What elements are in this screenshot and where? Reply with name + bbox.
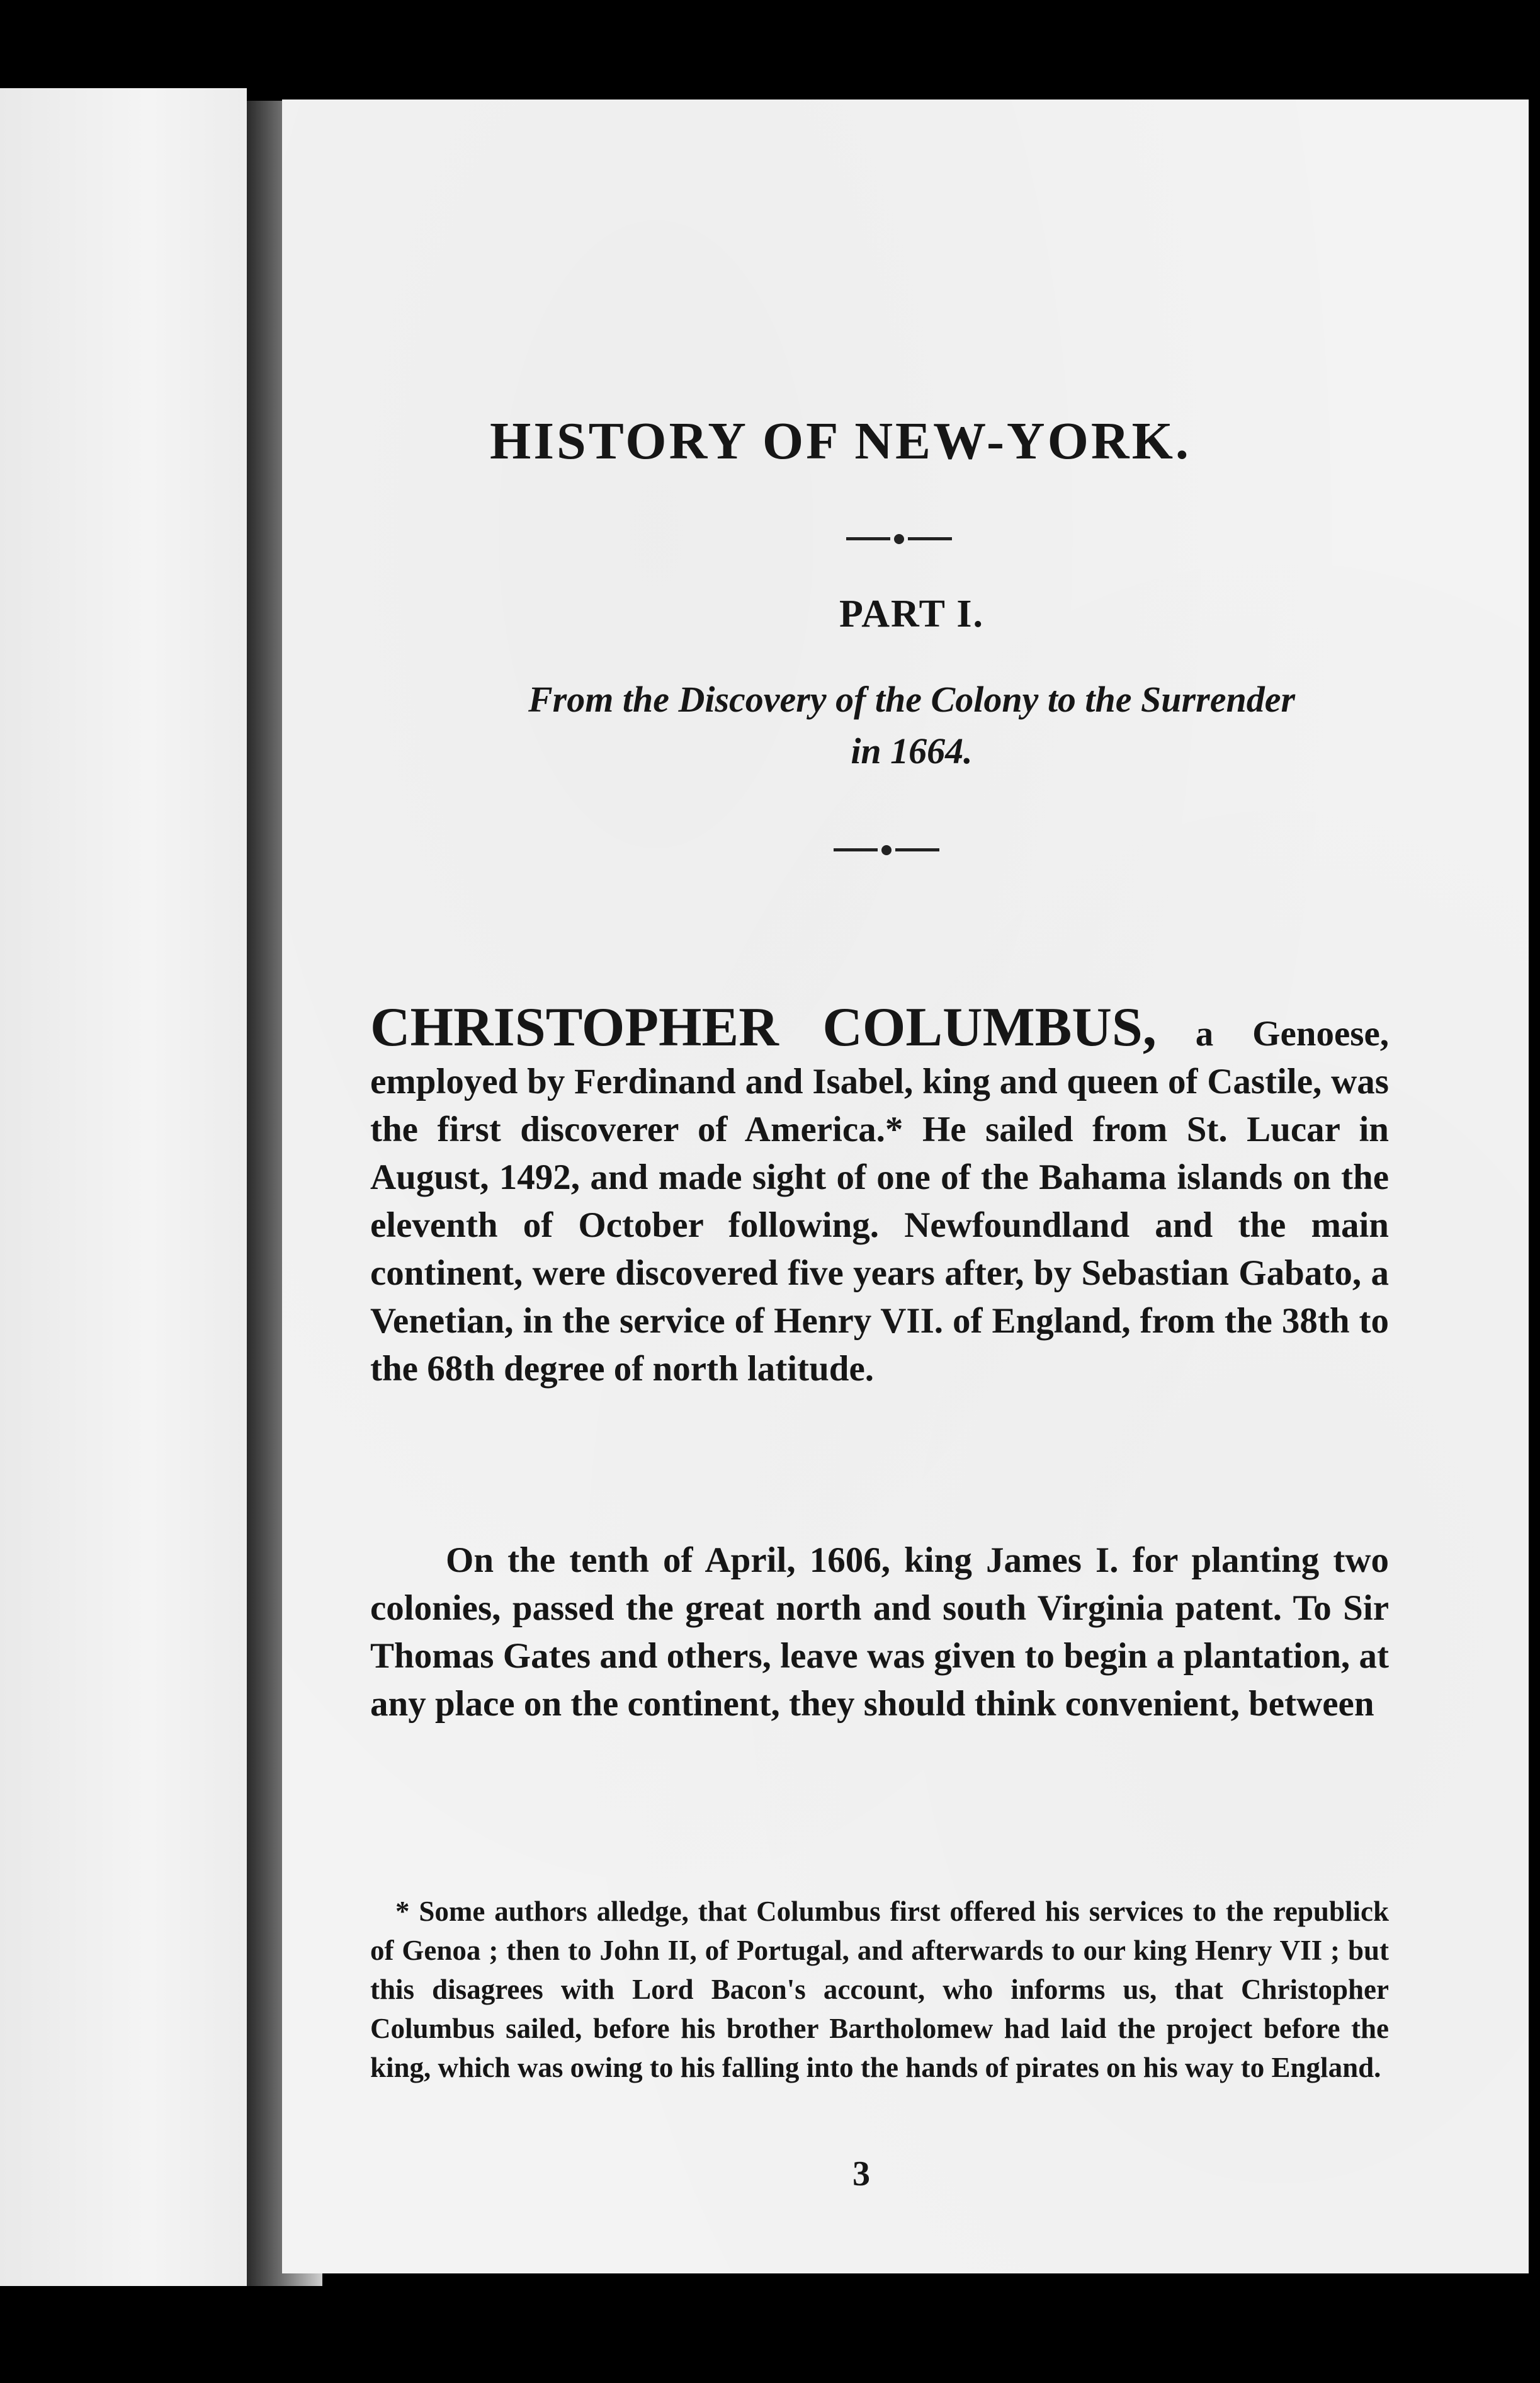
- opening-words: CHRISTOPHER COLUMBUS,: [370, 997, 1157, 1058]
- bottom-ornament: [824, 833, 949, 858]
- book-page: [282, 100, 1529, 2273]
- subtitle-line-2: in 1664.: [851, 731, 973, 771]
- subtitle-line-1: From the Discovery of the Colony to the Surrender: [528, 679, 1296, 720]
- top-ornament: [836, 521, 962, 547]
- book-title: HISTORY OF NEW-YORK.: [490, 412, 1191, 470]
- paragraph-1-text: a Genoese, employed by Ferdinand and Isabel, king and queen of Castile, was the first discoverer of America.* He sailed from St. Lucar in August, 1492, and made sight of one of the Bahama islands on the eleventh of October following. Newfoundland and the main continent, were discovered five years after, by Sebastian Gabato, a Venetian, in the service of Henry VII. of England, from the 38th to the 68th degree of north latitude.: [370, 1014, 1390, 1389]
- paragraph-2: On the tenth of April, 1606, king James I. for planting two colonies, passed the great north and south Virginia patent. To Sir Thomas Gates and others, leave was given to begin a plantation, at any place on the continent, they should think convenient, between: [370, 1540, 1389, 1724]
- paragraph-1: [370, 997, 1390, 1393]
- facing-page: [0, 88, 247, 2286]
- page-number: 3: [852, 2154, 870, 2193]
- part-subtitle: [364, 674, 1459, 777]
- part-heading: PART I.: [839, 593, 984, 635]
- footnote: * Some authors alledge, that Columbus first offered his services to the republick of Genoa ; then to John II, of Portugal, and afterwards to our king Henry VII ; but this disagrees with Lord Bacon's account, who informs us, that Christopher Columbus sailed, before his brother Bartholomew had laid the project before the king, which was owing to his falling into the hands of pirates on his way to England.: [370, 1896, 1389, 2083]
